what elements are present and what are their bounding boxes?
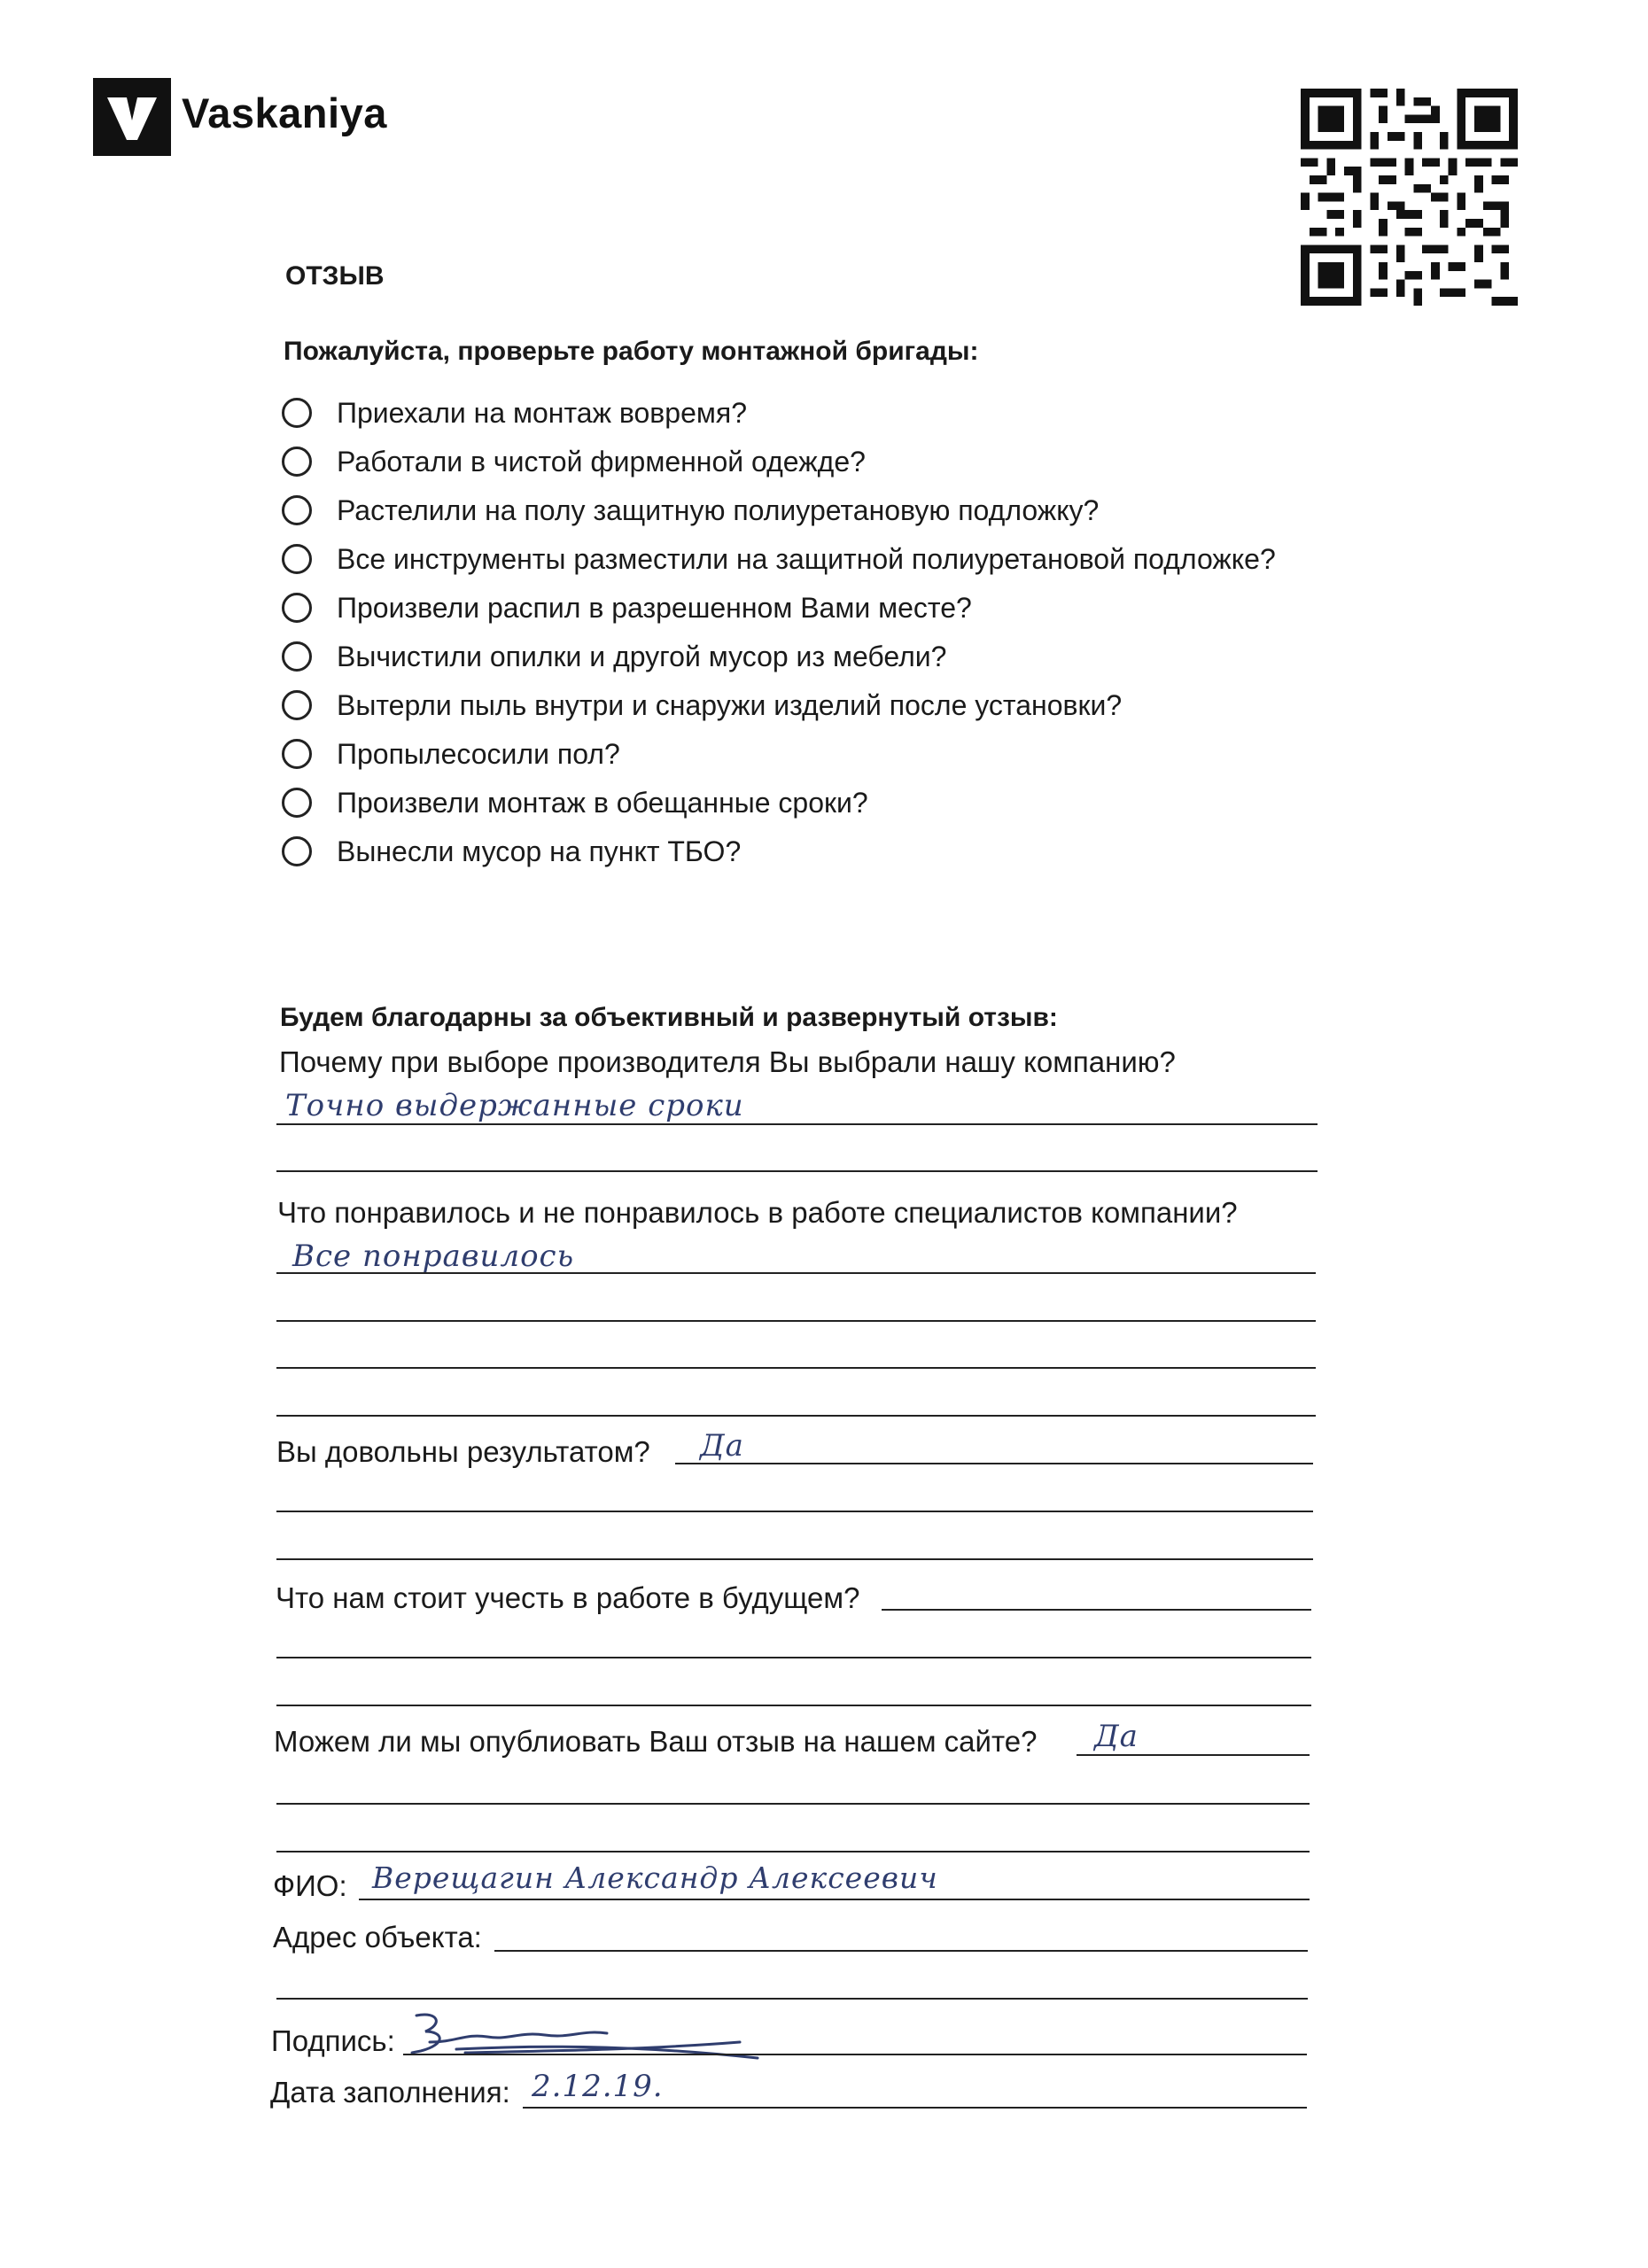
checklist-item[interactable] [282, 784, 868, 821]
question-1-label: Почему при выборе производителя Вы выбрали нашу компанию? [279, 1045, 1176, 1078]
date-line[interactable] [523, 2107, 1307, 2109]
radio-circle[interactable] [282, 593, 312, 623]
checklist-heading: Пожалуйста, проверьте работу монтажной бригады: [284, 337, 979, 366]
radio-circle[interactable] [282, 495, 312, 525]
checklist-item-label: Работали в чистой фирменной одежде? [337, 445, 866, 478]
question-3-answer: Да [700, 1428, 744, 1464]
date-value: 2.12.19. [532, 2069, 664, 2104]
logo-mark [93, 78, 171, 156]
radio-circle[interactable] [282, 544, 312, 574]
answer-line[interactable] [675, 1463, 1313, 1464]
name-line[interactable] [359, 1899, 1310, 1900]
checklist-item[interactable] [282, 492, 1099, 529]
question-5-label: Можем ли мы опублиовать Ваш отзыв на нашем сайте? [274, 1725, 1038, 1758]
checklist-item[interactable] [282, 394, 747, 431]
name-label: ФИО: [273, 1869, 347, 1902]
answer-line[interactable] [276, 1415, 1316, 1417]
signature [403, 2007, 775, 2069]
radio-circle[interactable] [282, 788, 312, 818]
answer-line[interactable] [882, 1609, 1311, 1611]
qr-code [1301, 89, 1518, 306]
checklist-item-label: Растелили на полу защитную полиуретановую подложку? [337, 493, 1100, 526]
answer-line[interactable] [276, 1558, 1313, 1560]
answer-line[interactable] [276, 1511, 1313, 1512]
radio-circle[interactable] [282, 641, 312, 672]
date-label: Дата заполнения: [270, 2076, 510, 2109]
answer-line[interactable] [276, 1705, 1311, 1706]
answer-line[interactable] [1077, 1754, 1310, 1756]
answer-line[interactable] [276, 1272, 1316, 1274]
radio-circle[interactable] [282, 836, 312, 866]
answer-line[interactable] [276, 1123, 1318, 1125]
name-value: Верещагин Александр Алексеевич [372, 1860, 938, 1895]
checklist-item-label: Вынесли мусор на пункт ТБО? [337, 835, 742, 867]
address-line[interactable] [494, 1950, 1308, 1952]
answer-line[interactable] [276, 1367, 1316, 1369]
radio-circle[interactable] [282, 690, 312, 720]
answer-line[interactable] [276, 1320, 1316, 1322]
answer-line[interactable] [276, 1657, 1311, 1658]
checklist-item-label: Произвели монтаж в обещанные сроки? [337, 786, 868, 819]
checklist-item-label: Все инструменты разместили на защитной полиуретановой подложке? [337, 542, 1276, 575]
address-label: Адрес объекта: [273, 1921, 482, 1953]
question-2-label: Что понравилось и не понравилось в работе специалистов компании? [277, 1196, 1238, 1229]
brand-name: Vaskaniya [182, 89, 387, 136]
radio-circle[interactable] [282, 739, 312, 769]
checklist-item[interactable] [282, 687, 1122, 724]
question-1-answer: Точно выдержанные сроки [285, 1088, 744, 1123]
question-2-answer: Все понравилось [292, 1239, 575, 1274]
checklist-item[interactable] [282, 540, 1276, 578]
radio-circle[interactable] [282, 447, 312, 477]
handwritten-signature-icon [403, 2007, 775, 2069]
page-title: ОТЗЫВ [285, 261, 385, 291]
question-3-label: Вы довольны результатом? [276, 1435, 650, 1468]
checklist-item-label: Приехали на монтаж вовремя? [337, 396, 748, 429]
checklist-item-label: Произвели распил в разрешенном Вами месте? [337, 591, 972, 624]
checklist-item-label: Пропылесосили пол? [337, 737, 620, 770]
checklist-item[interactable] [282, 443, 866, 480]
answer-line[interactable] [276, 1803, 1310, 1805]
checklist-item-label: Вытерли пыль внутри и снаружи изделий после установки? [337, 688, 1123, 721]
checklist-item[interactable] [282, 833, 741, 870]
checklist-item[interactable] [282, 589, 972, 626]
question-5-answer: Да [1094, 1719, 1139, 1754]
signature-label: Подпись: [271, 2024, 395, 2057]
checklist-item-label: Вычистили опилки и другой мусор из мебели? [337, 640, 947, 672]
address-line-2[interactable] [276, 1998, 1308, 2000]
checklist-item[interactable] [282, 735, 620, 773]
v-logo-icon [93, 78, 171, 156]
radio-circle[interactable] [282, 398, 312, 428]
feedback-heading: Будем благодарны за объективный и развернутый отзыв: [280, 1003, 1058, 1032]
checklist-item[interactable] [282, 638, 946, 675]
answer-line[interactable] [276, 1170, 1318, 1172]
qr-code-icon [1301, 89, 1518, 306]
signature-line[interactable] [403, 2054, 1307, 2055]
question-4-label: Что нам стоит учесть в работе в будущем? [276, 1581, 860, 1614]
answer-line[interactable] [276, 1851, 1310, 1852]
